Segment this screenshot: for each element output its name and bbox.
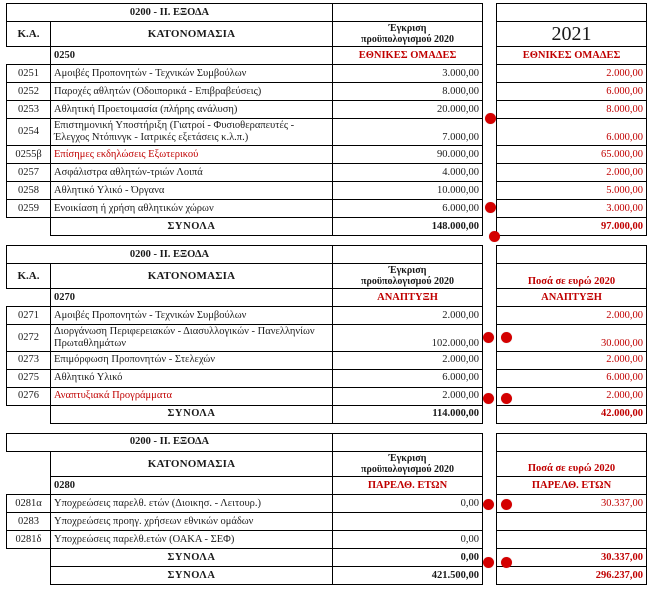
row-name: Υποχρεώσεις παρελθ. ετών (Διοικησ. - Λειτουρ.) <box>51 495 333 513</box>
block-title: 0200 - II. ΕΞΟΔΑ <box>7 433 333 451</box>
totals-ka-blank <box>7 217 51 235</box>
column-gap <box>483 245 497 263</box>
red-dot-marker <box>489 231 500 242</box>
red-dot-marker <box>485 202 496 213</box>
row-amount: 2.000,00 <box>497 307 647 325</box>
header-approval <box>333 451 483 476</box>
row-ka: 0281δ <box>7 531 51 549</box>
row-approval: 0,00 <box>333 495 483 513</box>
column-gap <box>483 451 497 476</box>
totals-approval: 148.000,00 <box>333 217 483 235</box>
table-row <box>7 199 647 217</box>
totals-amount: 97.000,00 <box>497 217 647 235</box>
row-name: Αναπτυξιακά Προγράμματα <box>51 387 333 405</box>
red-dot-marker <box>501 393 512 404</box>
table-title-row <box>7 4 647 22</box>
title-spacer-approval <box>333 433 483 451</box>
group-label-right: ΕΘΝΙΚΕΣ ΟΜΑΔΕΣ <box>497 47 647 65</box>
totals-amount: 42.000,00 <box>497 405 647 423</box>
row-amount: 8.000,00 <box>497 101 647 119</box>
row-approval: 6.000,00 <box>333 369 483 387</box>
totals-row <box>7 549 647 567</box>
row-approval: 6.000,00 <box>333 199 483 217</box>
row-name: Αθλητικό Υλικό - Όργανα <box>51 181 333 199</box>
row-name: Διοργάνωση Περιφερειακών - Διασυλλογικών - Πανελληνίων Πρωταθλημάτων <box>51 325 333 352</box>
row-approval: 20.000,00 <box>333 101 483 119</box>
row-amount: 2.000,00 <box>497 351 647 369</box>
table-row <box>7 181 647 199</box>
group-label-left: ΑΝΑΠΤΥΞΗ <box>333 289 483 307</box>
grand-totals-amount: 296.237,00 <box>497 567 647 585</box>
block-spacer <box>6 424 646 433</box>
row-amount <box>497 513 647 531</box>
group-ka-blank <box>7 477 51 495</box>
row-approval <box>333 513 483 531</box>
header-name: ΚΑΤΟΝΟΜΑΣΙΑ <box>51 451 333 476</box>
budget-table-2 <box>6 245 647 424</box>
row-approval: 2.000,00 <box>333 307 483 325</box>
totals-amount: 30.337,00 <box>497 549 647 567</box>
row-ka: 0259 <box>7 199 51 217</box>
row-approval: 90.000,00 <box>333 145 483 163</box>
table-row <box>7 65 647 83</box>
red-dot-marker <box>483 393 494 404</box>
red-dot-marker <box>483 499 494 510</box>
row-ka: 0253 <box>7 101 51 119</box>
column-gap <box>483 351 497 369</box>
totals-label: ΣΥΝΟΛΑ <box>51 405 333 423</box>
red-dot-marker <box>501 557 512 568</box>
red-dot-marker <box>485 113 496 124</box>
totals-row <box>7 217 647 235</box>
header-amount-label: Ποσά σε ευρώ 2020 <box>497 451 647 476</box>
table-row <box>7 495 647 513</box>
totals-approval: 0,00 <box>333 549 483 567</box>
column-gap <box>483 307 497 325</box>
group-row <box>7 47 647 65</box>
row-ka: 0273 <box>7 351 51 369</box>
column-gap <box>483 405 497 423</box>
grand-totals-row <box>7 567 647 585</box>
row-ka: 0252 <box>7 83 51 101</box>
red-dot-marker <box>501 332 512 343</box>
row-name: Αμοιβές Προπονητών - Τεχνικών Συμβούλων <box>51 65 333 83</box>
header-amount-label: Ποσά σε ευρώ 2020 <box>497 263 647 288</box>
row-name: Υποχρεώσεις παρελθ.ετών (ΟΑΚΑ - ΣΕΦ) <box>51 531 333 549</box>
block-spacer <box>6 236 646 245</box>
red-dot-marker <box>483 557 494 568</box>
group-row <box>7 477 647 495</box>
group-ka-blank <box>7 47 51 65</box>
table-row <box>7 119 647 146</box>
column-gap <box>483 163 497 181</box>
row-approval: 2.000,00 <box>333 387 483 405</box>
column-gap <box>483 181 497 199</box>
group-code: 0280 <box>51 477 333 495</box>
row-amount: 2.000,00 <box>497 65 647 83</box>
table-row <box>7 307 647 325</box>
row-name: Επιστημονική Υποστήριξη (Γιατροί - Φυσιοθεραπευτές - Έλεγχος Ντόπινγκ - Ιατρικές εξετάσεις κ.λ.π.) <box>51 119 333 146</box>
table-title-row <box>7 433 647 451</box>
row-amount: 30.000,00 <box>497 325 647 352</box>
header-year-2021: 2021 <box>497 22 647 47</box>
totals-label: ΣΥΝΟΛΑ <box>51 549 333 567</box>
column-gap <box>483 22 497 47</box>
header-approval-line2: προϋπολογισμού 2020 <box>361 276 455 288</box>
row-amount: 5.000,00 <box>497 181 647 199</box>
table-header-row <box>7 22 647 47</box>
group-code: 0250 <box>51 47 333 65</box>
row-approval: 0,00 <box>333 531 483 549</box>
row-approval: 8.000,00 <box>333 83 483 101</box>
column-gap <box>483 567 497 585</box>
header-name: ΚΑΤΟΝΟΜΑΣΙΑ <box>51 22 333 47</box>
row-name: Επιμόρφωση Προπονητών - Στελεχών <box>51 351 333 369</box>
row-amount <box>497 531 647 549</box>
row-ka: 0255β <box>7 145 51 163</box>
column-gap <box>483 289 497 307</box>
row-name: Παροχές αθλητών (Οδοιπορικά - Επιβραβεύσεις) <box>51 83 333 101</box>
column-gap <box>483 433 497 451</box>
title-spacer-approval <box>333 4 483 22</box>
header-approval-line1: Έγκριση <box>388 452 427 464</box>
totals-row <box>7 405 647 423</box>
block-title: 0200 - II. ΕΞΟΔΑ <box>7 4 333 22</box>
row-approval: 102.000,00 <box>333 325 483 352</box>
row-ka: 0281α <box>7 495 51 513</box>
table-row <box>7 101 647 119</box>
red-dot-marker <box>483 332 494 343</box>
totals-ka-blank <box>7 549 51 567</box>
title-spacer-amount <box>497 245 647 263</box>
group-label-left: ΠΑΡΕΛΘ. ΕΤΩΝ <box>333 477 483 495</box>
group-ka-blank <box>7 289 51 307</box>
row-amount: 30.337,00 <box>497 495 647 513</box>
row-approval: 2.000,00 <box>333 351 483 369</box>
red-dot-marker <box>501 499 512 510</box>
table-header-row <box>7 451 647 476</box>
block-title: 0200 - II. ΕΞΟΔΑ <box>7 245 333 263</box>
header-approval-line2: προϋπολογισμού 2020 <box>361 463 455 475</box>
header-ka-blank <box>7 451 51 476</box>
totals-approval: 114.000,00 <box>333 405 483 423</box>
header-ka: Κ.Α. <box>7 22 51 47</box>
header-approval <box>333 263 483 288</box>
budget-block-3 <box>6 433 646 585</box>
column-gap <box>483 369 497 387</box>
group-label-right: ΑΝΑΠΤΥΞΗ <box>497 289 647 307</box>
table-header-row <box>7 263 647 288</box>
row-amount: 6.000,00 <box>497 119 647 146</box>
header-approval-line2: προϋπολογισμού 2020 <box>361 34 455 46</box>
column-gap <box>483 513 497 531</box>
row-name: Υποχρεώσεις προηγ. χρήσεων εθνικών ομάδων <box>51 513 333 531</box>
row-approval: 3.000,00 <box>333 65 483 83</box>
row-name: Αθλητικό Υλικό <box>51 369 333 387</box>
row-ka: 0283 <box>7 513 51 531</box>
header-approval-line1: Έγκριση <box>388 23 427 34</box>
row-approval: 10.000,00 <box>333 181 483 199</box>
grand-totals-ka-blank <box>7 567 51 585</box>
budget-block-2 <box>6 245 646 424</box>
group-code: 0270 <box>51 289 333 307</box>
grand-totals-approval: 421.500,00 <box>333 567 483 585</box>
table-row <box>7 325 647 352</box>
row-approval: 7.000,00 <box>333 119 483 146</box>
table-row <box>7 83 647 101</box>
column-gap <box>483 263 497 288</box>
group-label-right: ΠΑΡΕΛΘ. ΕΤΩΝ <box>497 477 647 495</box>
header-approval <box>333 22 483 47</box>
row-name: Επίσημες εκδηλώσεις Εξωτερικού <box>51 145 333 163</box>
column-gap <box>483 47 497 65</box>
row-amount: 6.000,00 <box>497 369 647 387</box>
header-approval-line1: Έγκριση <box>388 264 427 276</box>
row-name: Ασφάλιστρα αθλητών-τριών Λοιπά <box>51 163 333 181</box>
row-ka: 0258 <box>7 181 51 199</box>
title-spacer-approval <box>333 245 483 263</box>
row-ka: 0276 <box>7 387 51 405</box>
row-ka: 0275 <box>7 369 51 387</box>
table-row <box>7 351 647 369</box>
table-row <box>7 145 647 163</box>
title-spacer-amount <box>497 4 647 22</box>
grand-totals-label: ΣΥΝΟΛΑ <box>51 567 333 585</box>
group-label-left: ΕΘΝΙΚΕΣ ΟΜΑΔΕΣ <box>333 47 483 65</box>
row-ka: 0272 <box>7 325 51 352</box>
row-amount: 3.000,00 <box>497 199 647 217</box>
column-gap <box>483 4 497 22</box>
table-row <box>7 387 647 405</box>
column-gap <box>483 145 497 163</box>
row-name: Ενοικίαση ή χρήση αθλητικών χώρων <box>51 199 333 217</box>
table-title-row <box>7 245 647 263</box>
column-gap <box>483 477 497 495</box>
totals-label: ΣΥΝΟΛΑ <box>51 217 333 235</box>
row-name: Αθλητική Προετοιμασία (πλήρης ανάλυση) <box>51 101 333 119</box>
table-row <box>7 531 647 549</box>
totals-ka-blank <box>7 405 51 423</box>
column-gap <box>483 531 497 549</box>
table-row <box>7 513 647 531</box>
row-ka: 0257 <box>7 163 51 181</box>
table-row <box>7 163 647 181</box>
row-approval: 4.000,00 <box>333 163 483 181</box>
row-ka: 0271 <box>7 307 51 325</box>
header-ka: Κ.Α. <box>7 263 51 288</box>
column-gap <box>483 83 497 101</box>
budget-table-3 <box>6 433 647 585</box>
row-amount: 65.000,00 <box>497 145 647 163</box>
column-gap <box>483 65 497 83</box>
row-amount: 2.000,00 <box>497 387 647 405</box>
header-name: ΚΑΤΟΝΟΜΑΣΙΑ <box>51 263 333 288</box>
budget-block-1 <box>6 3 646 236</box>
row-ka: 0254 <box>7 119 51 146</box>
group-row <box>7 289 647 307</box>
budget-table-1 <box>6 3 647 236</box>
row-amount: 6.000,00 <box>497 83 647 101</box>
row-name: Αμοιβές Προπονητών - Τεχνικών Συμβούλων <box>51 307 333 325</box>
row-amount: 2.000,00 <box>497 163 647 181</box>
row-ka: 0251 <box>7 65 51 83</box>
title-spacer-amount <box>497 433 647 451</box>
table-row <box>7 369 647 387</box>
